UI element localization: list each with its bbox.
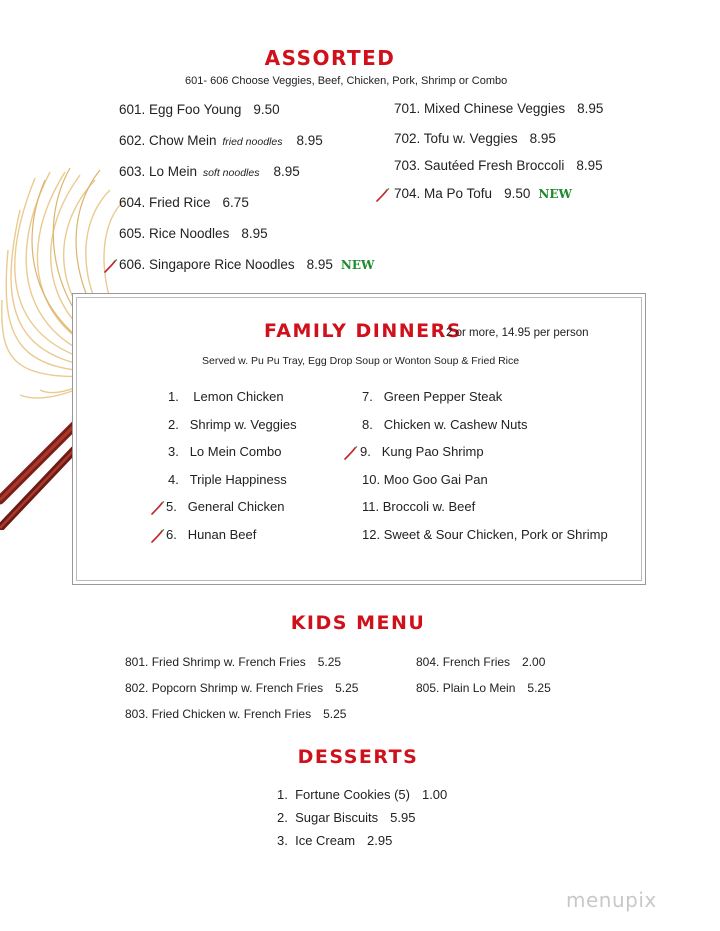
item-number: 5. [166, 499, 177, 514]
item-name: 602. Chow Mein [119, 133, 217, 148]
item-number: 3. [277, 833, 288, 848]
family-item-10 [362, 472, 488, 487]
family-item-11 [362, 499, 475, 514]
assorted-subtitle: 601- 606 Choose Veggies, Beef, Chicken, Pork, Shrimp or Combo [185, 75, 508, 87]
new-badge: NEW [340, 258, 375, 272]
item-name: 704. Ma Po Tofu [394, 186, 493, 201]
family-item-4 [168, 472, 287, 487]
item-name: Triple Happiness [189, 472, 287, 487]
item-name: Lemon Chicken [193, 389, 284, 404]
item-price: 8.95 [306, 257, 333, 272]
item-number: 7. [362, 389, 373, 404]
item-number: 12. [362, 527, 381, 542]
item-price: 8.95 [273, 164, 300, 179]
item-price: 5.25 [317, 655, 342, 669]
item-price: 8.95 [529, 131, 556, 146]
item-number: 6. [166, 527, 177, 542]
item-name: 802. Popcorn Shrimp w. French Fries [125, 681, 324, 695]
item-number: 2. [277, 810, 288, 825]
item-name: Hunan Beef [187, 527, 257, 542]
item-number: 1. [277, 787, 288, 802]
new-badge: NEW [538, 187, 572, 201]
item-number: 10. [362, 472, 381, 487]
dessert-item-2 [277, 810, 415, 825]
item-price: 9.50 [504, 186, 531, 201]
menu-item-701 [394, 101, 603, 116]
family-dinners-subtitle: Served w. Pu Pu Tray, Egg Drop Soup or Wonton Soup & Fried Rice [202, 355, 520, 367]
family-dinners-price-note: 2 or more, 14.95 per person [446, 327, 589, 339]
family-item-5 [166, 499, 285, 514]
item-name: Chicken w. Cashew Nuts [383, 417, 528, 432]
menu-item-606 [119, 257, 375, 272]
item-number: 3. [168, 444, 179, 459]
kids-item-802 [125, 681, 358, 695]
item-name: Ice Cream [295, 833, 356, 848]
item-name: 701. Mixed Chinese Veggies [394, 101, 566, 116]
item-name: 801. Fried Shrimp w. French Fries [125, 655, 306, 669]
item-price: 6.75 [222, 195, 249, 210]
item-number: 11. [362, 499, 380, 514]
family-item-7 [362, 389, 502, 404]
assorted-title: ASSORTED [264, 46, 396, 70]
menu-item-703 [394, 158, 603, 173]
item-name: 702. Tofu w. Veggies [394, 131, 518, 146]
item-name: Sweet & Sour Chicken, Pork or Shrimp [383, 527, 608, 542]
kids-item-804 [416, 655, 545, 669]
item-name: General Chicken [187, 499, 285, 514]
menu-item-704 [394, 186, 572, 201]
item-name: 604. Fried Rice [119, 195, 211, 210]
dessert-item-1 [277, 787, 447, 802]
item-price: 5.25 [527, 681, 551, 695]
dessert-item-3 [277, 833, 392, 848]
menu-item-603 [119, 164, 300, 179]
item-name: Fortune Cookies (5) [295, 787, 410, 802]
item-price: 5.95 [390, 810, 416, 825]
spicy-pepper-icon [343, 446, 358, 460]
menu-item-604 [119, 195, 249, 210]
kids-menu-title: KIDS MENU [290, 612, 426, 634]
item-name: 601. Egg Foo Young [119, 102, 242, 117]
item-number: 2. [168, 417, 179, 432]
item-number: 4. [168, 472, 179, 487]
item-name: 703. Sautéed Fresh Broccoli [394, 158, 565, 173]
kids-item-801 [125, 655, 341, 669]
family-item-9 [360, 444, 484, 459]
menu-item-702 [394, 131, 556, 146]
spicy-pepper-icon [375, 188, 390, 202]
item-name: 803. Fried Chicken w. French Fries [125, 707, 312, 721]
item-name: Lo Mein Combo [189, 444, 282, 459]
item-number: 9. [360, 444, 371, 459]
family-item-8 [362, 417, 527, 432]
item-note: soft noodles [202, 167, 260, 179]
item-price: 5.25 [323, 707, 347, 721]
item-name: 606. Singapore Rice Noodles [119, 257, 295, 272]
item-name: Sugar Biscuits [295, 810, 379, 825]
desserts-title: DESSERTS [297, 746, 419, 768]
item-name: 805. Plain Lo Mein [416, 681, 516, 695]
family-item-2 [168, 417, 297, 432]
item-name: Green Pepper Steak [383, 389, 503, 404]
item-price: 2.00 [522, 655, 546, 669]
menu-item-602 [119, 133, 323, 148]
item-price: 8.95 [576, 158, 603, 173]
item-price: 8.95 [577, 101, 604, 116]
item-price: 1.00 [421, 787, 448, 802]
family-item-6 [166, 527, 256, 542]
item-price: 5.25 [335, 681, 359, 695]
family-dinners-title: FAMILY DINNERS [264, 320, 462, 342]
family-item-12 [362, 527, 608, 542]
spicy-pepper-icon [150, 501, 165, 515]
spicy-pepper-icon [103, 259, 118, 273]
family-item-3 [168, 444, 281, 459]
item-name: Kung Pao Shrimp [381, 444, 484, 459]
item-price: 8.95 [296, 133, 323, 148]
item-number: 8. [362, 417, 373, 432]
family-item-1 [168, 389, 284, 404]
menu-item-601 [119, 102, 280, 117]
item-name: 605. Rice Noodles [119, 226, 230, 241]
menupix-watermark: menupix [566, 888, 657, 912]
item-price: 9.50 [253, 102, 280, 117]
item-price: 8.95 [241, 226, 268, 241]
item-number: 1. [168, 389, 179, 404]
kids-item-805 [416, 681, 551, 695]
item-price: 2.95 [367, 833, 393, 848]
item-name: 603. Lo Mein [119, 164, 198, 179]
menu-item-605 [119, 226, 268, 241]
item-name: 804. French Fries [416, 655, 511, 669]
item-note: fried noodles [222, 136, 283, 148]
kids-item-803 [125, 707, 346, 721]
item-name: Shrimp w. Veggies [189, 417, 297, 432]
spicy-pepper-icon [150, 529, 165, 543]
item-name: Broccoli w. Beef [382, 499, 476, 514]
item-name: Moo Goo Gai Pan [383, 472, 488, 487]
